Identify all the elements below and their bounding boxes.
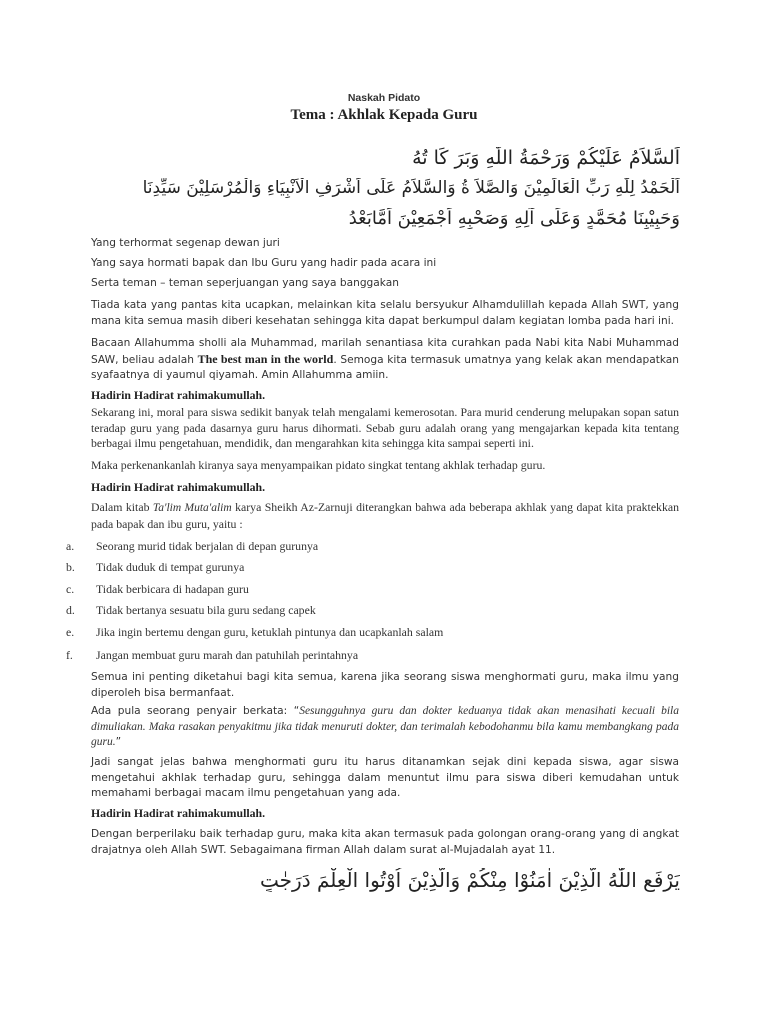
- list-text: Jangan membuat guru marah dan patuhilah perintahnya: [96, 648, 359, 662]
- paragraph-kitab: [91, 500, 679, 532]
- section-heading: Hadirin Hadirat rahimakumullah.: [91, 480, 266, 494]
- list-text: Tidak berbicara di hadapan guru: [96, 582, 249, 596]
- list-text: Tidak duduk di tempat gurunya: [96, 560, 245, 574]
- paragraph-importance: Semua ini penting diketahui bagi kita semua, karena jika seorang siswa menghormati guru, maka ilmu yang diperoleh bisa bermanfaat.: [91, 671, 679, 699]
- section-heading: Hadirin Hadirat rahimakumullah.: [91, 388, 266, 402]
- list-marker: a.: [66, 539, 75, 553]
- book-title: Ta'lim Muta'alim: [152, 502, 232, 514]
- paragraph-sholawat: [91, 336, 679, 384]
- paragraph-firman: Dengan berperilaku baik terhadap guru, maka kita akan termasuk pada golongan orang-orang yang di angkat drajatnya oleh Allah SWT. Sebagaimana firman Allah dalam surat al-Mujadalah ayat 11.: [91, 828, 679, 856]
- poet-quote: Sesungguhnya guru dan dokter keduanya tidak akan menasihati kecuali bila dimuliakan. Maka rasakan penyakitmu jika tidak menuruti dokter, dan terimalah kebodohanmu bila kamu membangkang pada guru.: [91, 705, 679, 748]
- paragraph-poet: [91, 704, 679, 751]
- greeting-line: Yang saya hormati bapak dan Ibu Guru yang hadir pada acara ini: [91, 257, 437, 269]
- paragraph-text: ”: [115, 736, 122, 748]
- paragraph-opening: Tiada kata yang pantas kita ucapkan, melainkan kita selalu bersyukur Alhamdulillah kepada Allah SWT, yang mana kita semua masih diberi kesehatan sehingga kita dapat berkumpul dalam kegiatan lomba pada hari ini.: [91, 299, 679, 327]
- list-marker: c.: [66, 582, 75, 596]
- list-text: Seorang murid tidak berjalan di depan gurunya: [96, 539, 319, 553]
- arabic-sholawat: وَحَبِيْبِنَا مُحَمَّدٍ وَعَلَى آلِهِ وَصَحْبِهِ اَجْمَعِيْنَ اَمَّابَعْدُ: [348, 208, 680, 229]
- paragraph-text: Dalam kitab: [91, 500, 153, 514]
- list-text: Tidak bertanya sesuatu bila guru sedang capek: [96, 603, 316, 617]
- list-marker: b.: [66, 560, 75, 574]
- paragraph-text: Bacaan Allahumma sholli ala Muhammad, marilah senantiasa kita curahkan pada Nabi kita Nabi Muhammad SAW, beliau adalah: [91, 337, 679, 366]
- emphasis-text: The best man in the world: [197, 351, 334, 366]
- document-subtitle: Naskah Pidato: [347, 92, 421, 104]
- paragraph-text: karya Sheikh Az-Zarnuji diterangkan bahwa ada beberapa akhlak yang dapat kita praktekkan pada bapak dan ibu guru, yaitu :: [91, 500, 679, 531]
- list-marker: e.: [66, 625, 75, 639]
- arabic-hamdalah: اَلْحَمْدُ لِلّٰهِ رَبِّ الْعَالَمِيْنَ وَالصَّلاَ ةُ وَالسَّلاَمُ عَلَى اَشْرَفِ الْاَنْبِيَاءِ وَالْمُرْسَلِيْنَ سَيِّدِنَا: [142, 178, 680, 198]
- paragraph-intro-topic: Maka perkenankanlah kiranya saya menyampaikan pidato singkat tentang akhlak terhadap guru.: [91, 458, 546, 472]
- paragraph-conclusion: Jadi sangat jelas bahwa menghormati guru itu harus ditanamkan sejak dini kepada siswa, agar siswa mengetahui akhlak terhadap guru, sehingga dalam menuntut ilmu para siswa diberi kemudahan untuk memahami berbagai macam ilmu pengetahuan yang ada.: [91, 756, 679, 799]
- document-title: Tema : Akhlak Kepada Guru: [290, 107, 478, 123]
- list-marker: d.: [66, 603, 75, 617]
- paragraph-moral: Sekarang ini, moral para siswa sedikit banyak telah mengalami kemerosotan. Para murid cenderung melupakan sopan satun teradap guru yang pada dasarnya guru harus dihormati. Sebab guru adalah orang yang mengajarkan kepada kita tentang berbagai ilmu pengetahuan, mendidik, dan mengarahkan kita sehingga kita sampai seperti ini.: [91, 405, 679, 450]
- list-text: Jika ingin bertemu dengan guru, ketuklah pintunya dan ucapkanlah salam: [96, 625, 444, 639]
- paragraph-text: Ada pula seorang penyair berkata: “: [91, 705, 300, 717]
- list-marker: f.: [66, 648, 73, 662]
- arabic-verse: يَرْفَعِ اللّٰهُ الَّذِيْنَ اٰمَنُوْا مِنْكُمْ وَالَّذِيْنَ اُوْتُوا الْعِلْمَ دَرَجٰتٍ: [260, 868, 680, 892]
- section-heading: Hadirin Hadirat rahimakumullah.: [91, 806, 266, 820]
- paragraph-text: . Semoga kita termasuk umatnya yang kelak akan mendapatkan syafaatnya di yaumul qiyamah. Amin Allahumma amiin.: [91, 353, 680, 381]
- greeting-line: Yang terhormat segenap dewan juri: [91, 237, 280, 249]
- greeting-line: Serta teman – teman seperjuangan yang saya banggakan: [91, 277, 399, 289]
- arabic-salam: اَلسَّلاَمُ عَلَيْكُمْ وَرَحْمَةُ اللّٰهِ وَبَرَ كَا تُهُ: [412, 147, 680, 169]
